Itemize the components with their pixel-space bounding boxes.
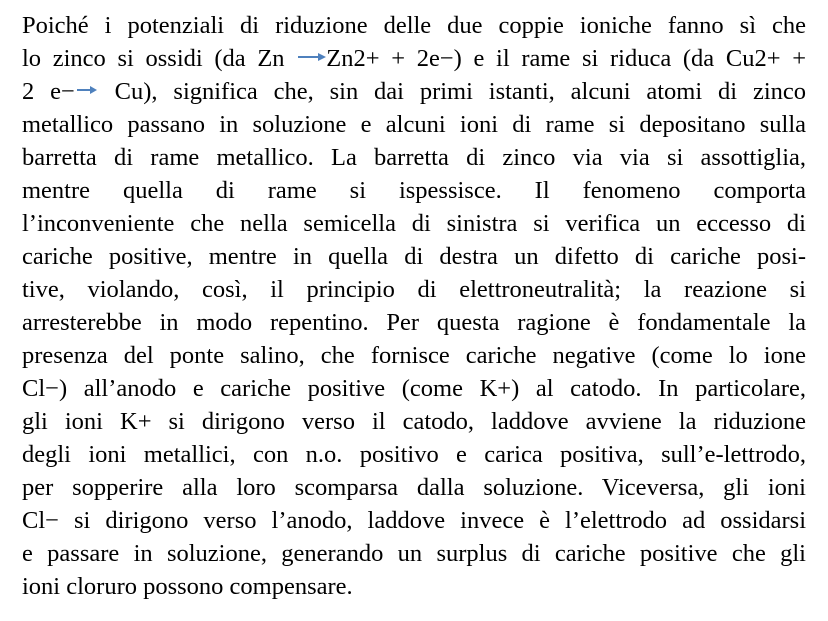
reaction-arrow-icon <box>75 85 97 95</box>
paragraph-line-13 <box>22 405 806 438</box>
paragraph-line-6 <box>22 174 806 207</box>
paragraph-line-8 <box>22 240 806 273</box>
document-page <box>22 9 806 603</box>
line-text: Cl−) all’anodo e cariche positive (come K+) al catodo. In particolare, <box>22 375 806 402</box>
line-text: 2 e− <box>22 78 75 105</box>
paragraph-line-7 <box>22 207 806 240</box>
line-text: per sopperire alla loro scomparsa dalla soluzione. Viceversa, gli ioni <box>22 474 806 501</box>
paragraph-line-4 <box>22 108 806 141</box>
paragraph-line-11 <box>22 339 806 372</box>
paragraph-line-5 <box>22 141 806 174</box>
line-text: degli ioni metallici, con n.o. positivo e carica positiva, sull’e-lettrodo, <box>22 441 806 468</box>
line-text: barretta di rame metallico. La barretta di zinco via via si assottiglia, <box>22 144 806 171</box>
paragraph-line-10 <box>22 306 806 339</box>
paragraph-line-18 <box>22 570 806 603</box>
line-text: ioni cloruro possono compensare. <box>22 573 353 600</box>
line-text: arresterebbe in modo repentino. Per questa ragione è fondamentale la <box>22 309 806 336</box>
paragraph-line-12 <box>22 372 806 405</box>
line-text: metallico passano in soluzione e alcuni ioni di rame si depositano sulla <box>22 111 806 138</box>
paragraph-line-16 <box>22 504 806 537</box>
line-text: presenza del ponte salino, che fornisce cariche negative (come lo ione <box>22 342 806 369</box>
paragraph-line-1 <box>22 9 806 42</box>
line-text: gli ioni K+ si dirigono verso il catodo, laddove avviene la riduzione <box>22 408 806 435</box>
line-text: Cl− si dirigono verso l’anodo, laddove invece è l’elettrodo ad ossidarsi <box>22 507 806 534</box>
line-text: e passare in soluzione, generando un surplus di cariche positive che gli <box>22 540 806 567</box>
reaction-arrow-icon <box>298 52 326 62</box>
paragraph-line-3 <box>22 75 806 108</box>
paragraph-line-2 <box>22 42 806 75</box>
line-text: mentre quella di rame si ispessisce. Il fenomeno comporta <box>22 177 806 204</box>
line-text: Cu), significa che, sin dai primi istanti, alcuni atomi di zinco <box>114 78 806 105</box>
line-text: Zn2+ + 2e−) e il rame si riduca (da Cu2+ + <box>326 45 807 72</box>
paragraph-line-17 <box>22 537 806 570</box>
line-text: tive, violando, così, il principio di elettroneutralità; la reazione si <box>22 276 806 303</box>
paragraph-line-15 <box>22 471 806 504</box>
line-text: l’inconveniente che nella semicella di sinistra si verifica un eccesso di <box>22 210 806 237</box>
line-text: cariche positive, mentre in quella di destra un difetto di cariche posi- <box>22 243 806 270</box>
line-text: Poiché i potenziali di riduzione delle due coppie ioniche fanno sì che <box>22 12 806 39</box>
paragraph-line-9 <box>22 273 806 306</box>
paragraph-line-14 <box>22 438 806 471</box>
line-text: lo zinco si ossidi (da Zn <box>22 45 285 72</box>
